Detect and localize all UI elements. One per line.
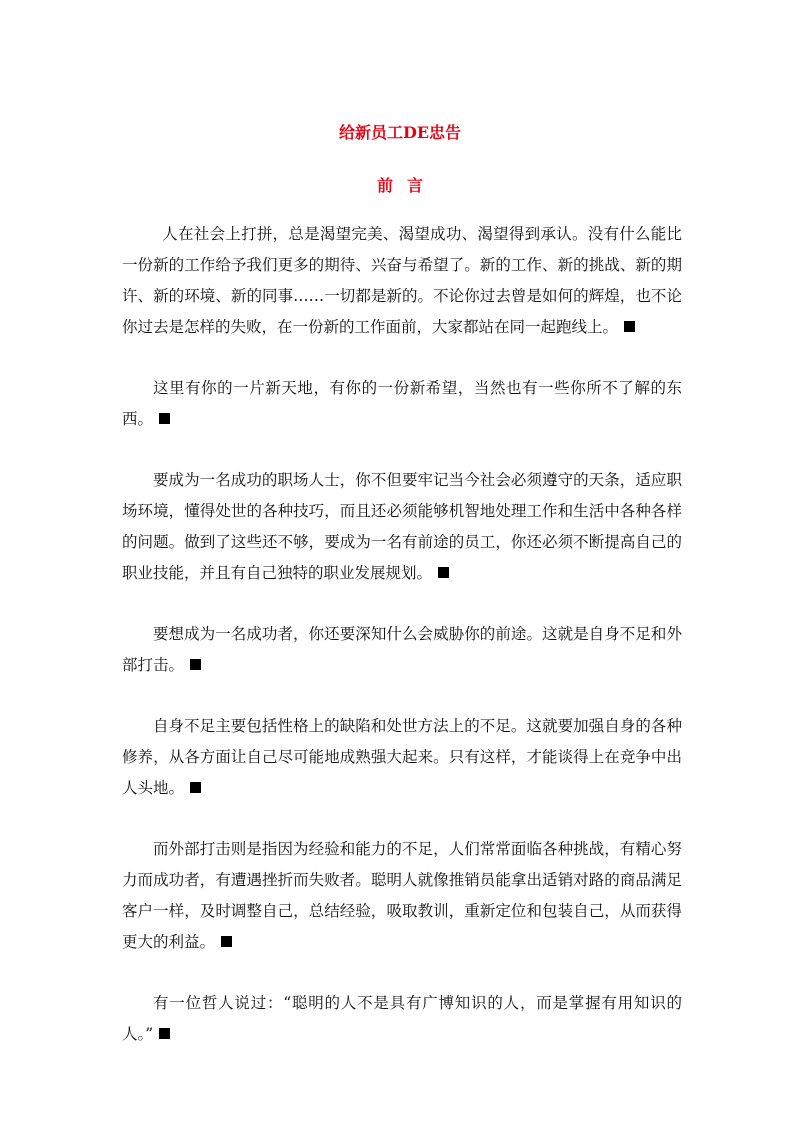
black-square-icon [438, 567, 449, 578]
paragraph [122, 219, 682, 343]
paragraph [122, 988, 682, 1050]
black-square-icon [221, 936, 232, 947]
black-square-icon [159, 413, 170, 424]
paragraph-text: 要想成为一名成功者，你还要深知什么会威胁你的前途。这就是自身不足和外部打击。 [122, 625, 682, 674]
document-body [122, 219, 682, 1080]
document-title: 给新员工DE忠告 [338, 123, 462, 142]
paragraph-text: 有一位哲人说过：“聪明的人不是具有广博知识的人，而是掌握有用知识的人。” [122, 994, 682, 1043]
paragraph-text: 人在社会上打拼，总是渴望完美、渴望成功、渴望得到承认。没有什么能比一份新的工作给予我们更多的期待、兴奋与希望了。新的工作、新的挑战、新的期许、新的环境、新的同事……一切都是新的。不论你过去曾是如何的辉煌，也不论你过去是怎样的失败，在一份新的工作面前，大家都站在同一起跑线上。 [122, 225, 682, 336]
black-square-icon [190, 782, 201, 793]
black-square-icon [190, 659, 201, 670]
paragraph [122, 373, 682, 435]
paragraph [122, 619, 682, 681]
paragraph [122, 834, 682, 958]
black-square-icon [159, 1028, 170, 1039]
black-square-icon [624, 321, 635, 332]
document-subtitle: 前言 [376, 176, 437, 195]
paragraph [122, 711, 682, 804]
paragraph [122, 465, 682, 589]
paragraph-text: 自身不足主要包括性格上的缺陷和处世方法上的不足。这就要加强自身的各种修养，从各方面让自己尽可能地成熟强大起来。只有这样，才能谈得上在竞争中出人头地。 [122, 717, 682, 797]
paragraph-text: 而外部打击则是指因为经验和能力的不足，人们常常面临各种挑战，有精心努力而成功者，有遭遇挫折而失败者。聪明人就像推销员能拿出适销对路的商品满足客户一样，及时调整自己，总结经验，吸取教训，重新定位和包装自己，从而获得更大的利益。 [122, 840, 682, 951]
paragraph-text: 这里有你的一片新天地，有你的一份新希望，当然也有一些你所不了解的东西。 [122, 379, 682, 428]
paragraph-text: 要成为一名成功的职场人士，你不但要牢记当今社会必须遵守的天条，适应职场环境，懂得处世的各种技巧，而且还必须能够机智地处理工作和生活中各种各样的问题。做到了这些还不够，要成为一名有前途的员工，你还必须不断提高自己的职业技能，并且有自己独特的职业发展规划。 [122, 471, 682, 582]
